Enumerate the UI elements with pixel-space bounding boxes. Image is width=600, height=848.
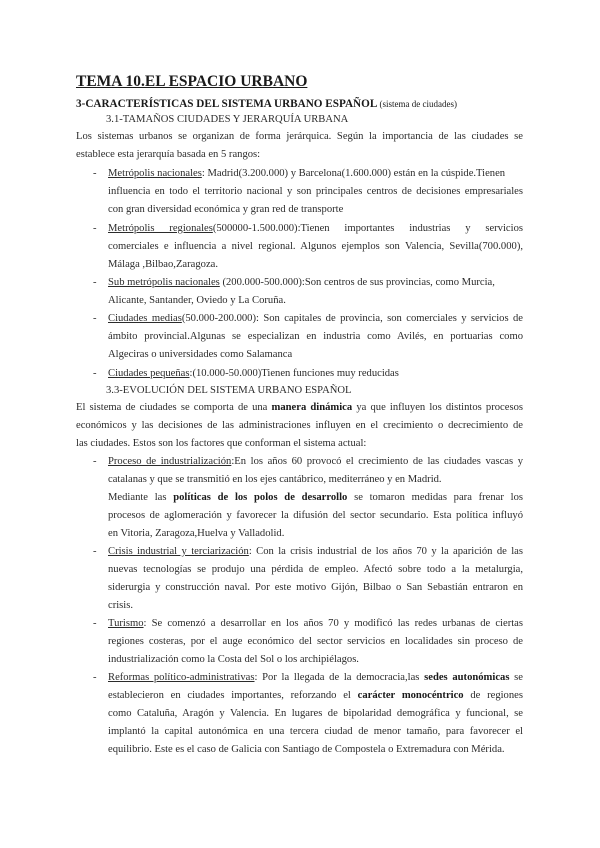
- list-item-text: : Por la llegada de la democracia,las: [254, 672, 425, 683]
- section-heading-note: (sistema de ciudades): [379, 99, 457, 109]
- list-item-metropolis-regionales: [108, 223, 523, 235]
- page-title: TEMA 10.EL ESPACIO URBANO: [76, 73, 308, 90]
- list-item-text: (500000-1.500.000):Tienen importantes industrias y servicios: [212, 223, 523, 234]
- term-ciudades-medias: Ciudades medias: [108, 313, 182, 324]
- list-item-turismo: [108, 618, 523, 630]
- list-item-text: (50.000-200.000): Son capitales de provincia, son comerciales y servicios de: [181, 313, 523, 324]
- term-sub-metropolis: Sub metrópolis nacionales: [108, 277, 220, 288]
- list-item-continuation: influencia en todo el territorio nacional y son principales centros de decisiones empresariales: [108, 186, 523, 197]
- text-run: establecieron en ciudades importantes, reforzando el: [108, 690, 358, 701]
- list-item-continuation: nuevas tecnologías se produjo una pérdida de empleo. Afectó sobre todo a la metalurgia,: [108, 564, 523, 575]
- bullet-dash: -: [93, 618, 97, 629]
- list-item-sub-metropolis: [108, 277, 495, 289]
- list-item-continuation: Málaga ,Bilbao,Zaragoza.: [108, 259, 219, 270]
- bullet-dash: -: [93, 456, 97, 467]
- term-metropolis-regionales: Metrópolis regionales: [108, 223, 213, 234]
- list-item-continuation: [108, 690, 523, 702]
- list-item-metropolis-nacionales: [108, 168, 505, 180]
- bullet-dash: -: [93, 368, 97, 379]
- evolution-intro-line-3: las ciudades. Estos son los factores que conforman el sistema actual:: [76, 438, 367, 449]
- bullet-dash: -: [93, 546, 97, 557]
- text-run: se tomaron medidas para frenar los: [347, 492, 524, 503]
- list-item-continuation: Algeciras o universidades como Salamanca: [108, 349, 293, 360]
- list-item-continuation: regiones costeras, por el auge económico del sector servicios en localidades sin proceso de: [108, 636, 523, 647]
- bold-text: sedes autonómicas: [424, 672, 510, 683]
- list-item-text: : Madrid(3.200.000) y Barcelona(1.600.000) están en la cúspide.Tienen: [201, 168, 506, 179]
- bullet-dash: -: [93, 313, 97, 324]
- list-item-continuation: con gran diversidad económica y gran red de transporte: [108, 204, 344, 215]
- list-item-text: :En los años 60 provocó el crecimiento de las ciudades vascas y: [231, 456, 523, 467]
- text-run: se: [509, 672, 523, 683]
- list-item-continuation: Alicante, Santander, Oviedo y La Coruña.: [108, 295, 286, 306]
- list-item-continuation: como Cataluña, Aragón y Valencia. En lugares de bipolaridad demográfica y funcional, se: [108, 708, 523, 719]
- term-crisis: Crisis industrial y terciarización: [108, 546, 249, 557]
- list-item-text: : Se comenzó a desarrollar en los años 70 y modificó las redes urbanas de ciertas: [143, 618, 523, 629]
- list-item-continuation: [108, 492, 523, 504]
- list-item-reformas: [108, 672, 523, 684]
- subsection-heading-evolution: 3.3-EVOLUCIÓN DEL SISTEMA URBANO ESPAÑOL: [106, 385, 352, 396]
- list-item-text: :(10.000-50.000)Tienen funciones muy reducidas: [189, 368, 399, 379]
- term-turismo: Turismo: [108, 618, 144, 629]
- term-industrializacion: Proceso de industrialización: [108, 456, 232, 467]
- list-item-continuation: crisis.: [108, 600, 134, 611]
- bullet-dash: -: [93, 168, 97, 179]
- bold-text: manera dinámica: [271, 402, 353, 413]
- subsection-heading-sizes: 3.1-TAMAÑOS CIUDADES Y JERARQUÍA URBANA: [106, 114, 349, 125]
- list-item-continuation: catalanas y que se transmitió en los ejes cantábrico, mediterráneo y en Madrid.: [108, 474, 442, 485]
- text-run: de regiones: [463, 690, 523, 701]
- text-run: El sistema de ciudades se comporta de una: [76, 402, 272, 413]
- list-item-continuation: procesos de aglomeración y favorecer la difusión del sector secundario. Esta política influyó: [108, 510, 523, 521]
- list-item-industrializacion: [108, 456, 523, 468]
- list-item-text: (200.000-500.000):Son centros de sus provincias, como Murcia,: [219, 277, 495, 288]
- evolution-intro-line-1: [76, 402, 523, 414]
- bullet-dash: -: [93, 277, 97, 288]
- list-item-text: : Con la crisis industrial de los años 70 y la aparición de las: [248, 546, 523, 557]
- text-run: Mediante las: [108, 492, 174, 503]
- bold-text: carácter monocéntrico: [357, 690, 464, 701]
- list-item-continuation: en Vitoria, Zaragoza,Huelva y Valladolid.: [108, 528, 285, 539]
- intro-line-1: Los sistemas urbanos se organizan de forma jerárquica. Según la importancia de las ciudades se: [76, 131, 523, 142]
- term-ciudades-pequenas: Ciudades pequeñas: [108, 368, 190, 379]
- intro-line-2: establece esta jerarquía basada en 5 rangos:: [76, 149, 261, 160]
- list-item-continuation: implantó la capital autonómica en una tercera ciudad de menor tamaño, para favorecer el: [108, 726, 523, 737]
- evolution-intro-line-2: económicos y las decisiones de las administraciones influyen en el crecimiento o decrecimiento de: [76, 420, 523, 431]
- list-item-ciudades-medias: [108, 313, 523, 325]
- list-item-continuation: siderurgia y construcción naval. Por este motivo Gijón, Bilbao o San Sebastián entraron en: [108, 582, 523, 593]
- list-item-continuation: comerciales e influencia a nivel regional. Algunos ejemplos son Valencia, Sevilla(700.000),: [108, 241, 523, 252]
- text-run: ya que influyen los distintos procesos: [352, 402, 523, 413]
- list-item-continuation: industrialización como la Costa del Sol o los archipiélagos.: [108, 654, 359, 665]
- term-reformas: Reformas político-administrativas: [108, 672, 255, 683]
- list-item-crisis: [108, 546, 523, 558]
- section-heading-text: 3-CARACTERÍSTICAS DEL SISTEMA URBANO ESPAÑOL: [76, 98, 377, 110]
- list-item-ciudades-pequenas: [108, 368, 399, 380]
- bullet-dash: -: [93, 672, 97, 683]
- bullet-dash: -: [93, 223, 97, 234]
- list-item-continuation: ámbito provincial.Algunas se especializan en industria como Avilés, en portuarias como: [108, 331, 523, 342]
- section-heading: [76, 98, 457, 110]
- bold-text: políticas de los polos de desarrollo: [173, 492, 348, 503]
- list-item-continuation: equilibrio. Este es el caso de Galicia con Santiago de Compostela o Extremadura con Mérida.: [108, 744, 505, 755]
- term-metropolis-nacionales: Metrópolis nacionales: [108, 168, 202, 179]
